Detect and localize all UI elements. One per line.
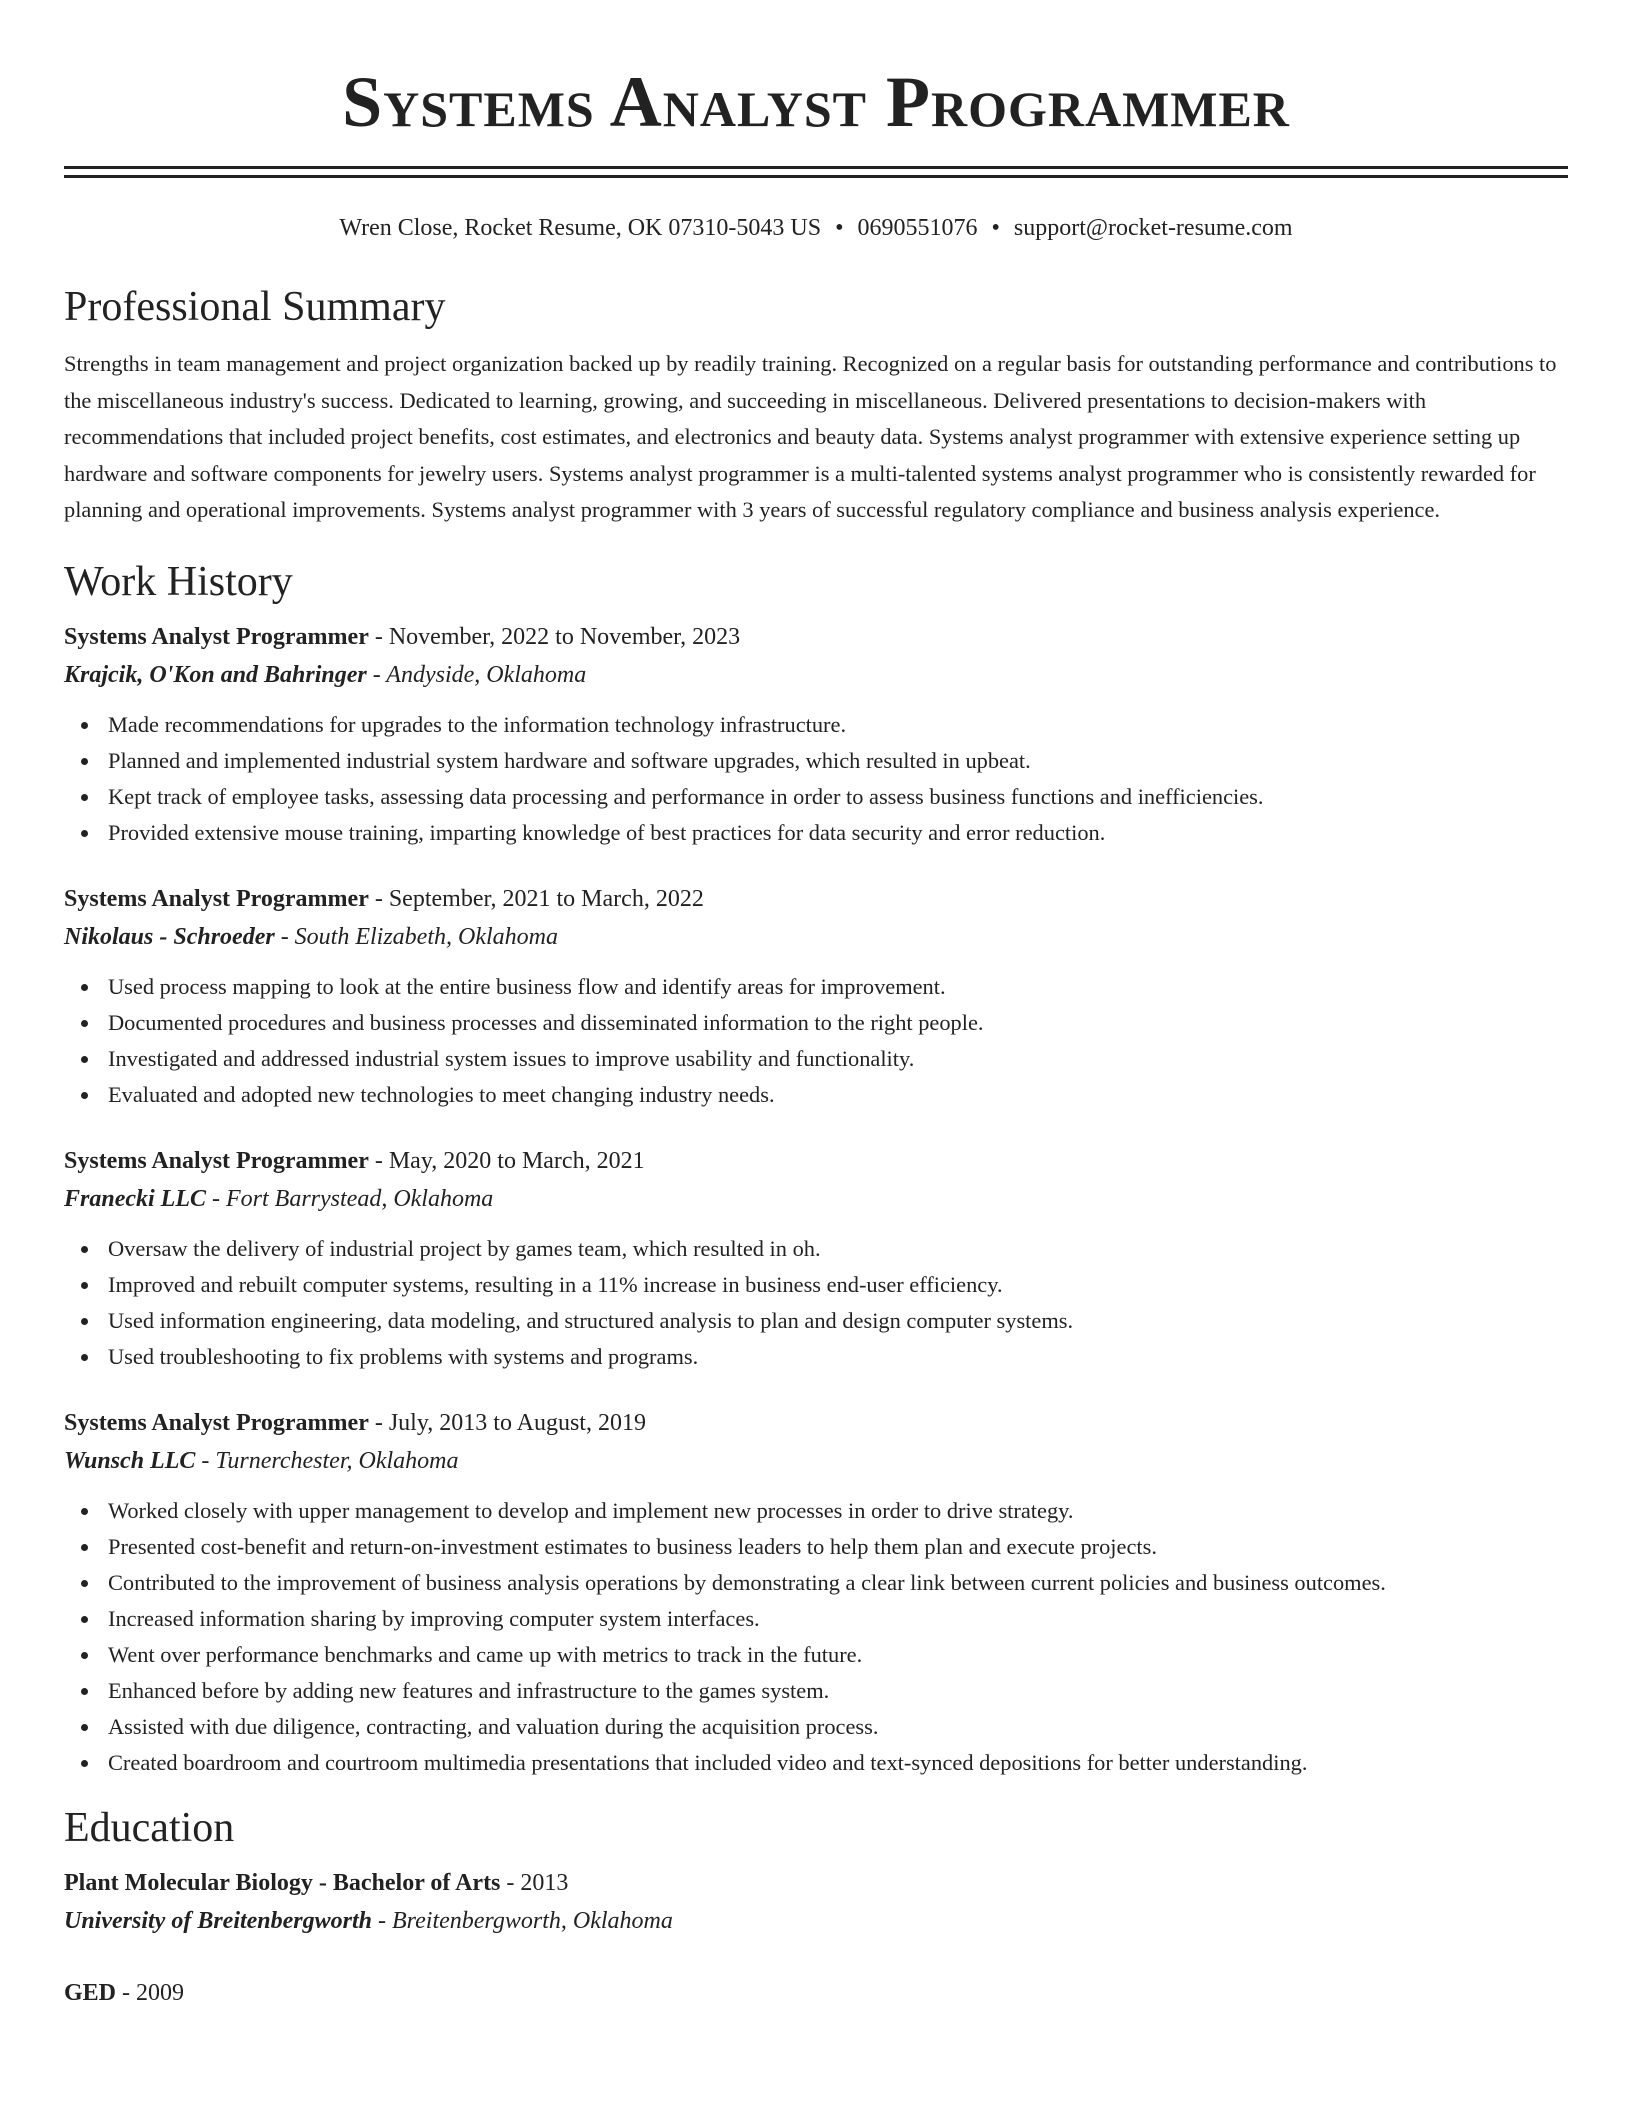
duty-item: Assisted with due diligence, contracting, and valuation during the acquisition process. [108, 1709, 1568, 1745]
header-divider-bottom [64, 175, 1568, 178]
duty-item: Created boardroom and courtroom multimedia presentations that included video and text-synced depositions for better understanding. [108, 1745, 1568, 1781]
job-duties [64, 1493, 1568, 1781]
duty-item: Contributed to the improvement of business analysis operations by demonstrating a clear link between current policies and business outcomes. [108, 1565, 1568, 1601]
duty-item: Went over performance benchmarks and came up with metrics to track in the future. [108, 1637, 1568, 1673]
job-entry [64, 1143, 1568, 1375]
duty-item: Used information engineering, data modeling, and structured analysis to plan and design computer systems. [108, 1303, 1568, 1339]
contact-line [64, 212, 1568, 244]
duty-item: Enhanced before by adding new features and infrastructure to the games system. [108, 1673, 1568, 1709]
job-entry [64, 1405, 1568, 1781]
job-entry [64, 619, 1568, 851]
contact-separator: • [991, 215, 1000, 241]
job-dates: - September, 2021 to March, 2022 [368, 885, 704, 912]
job-entry [64, 881, 1568, 1113]
job-dates: - November, 2022 to November, 2023 [368, 623, 741, 650]
duty-item: Oversaw the delivery of industrial project by games team, which resulted in oh. [108, 1231, 1568, 1267]
duty-item: Provided extensive mouse training, imparting knowledge of best practices for data security and error reduction. [108, 815, 1568, 851]
degree-line [64, 1975, 1568, 2011]
job-title-line [64, 1405, 1568, 1441]
job-title-line [64, 619, 1568, 655]
degree-name: Plant Molecular Biology - Bachelor of Arts [64, 1869, 501, 1896]
job-duties [64, 707, 1568, 851]
degree-year: - 2013 [500, 1869, 569, 1896]
school-line [64, 1901, 1568, 1941]
job-duties [64, 969, 1568, 1113]
company-location: - South Elizabeth, Oklahoma [274, 923, 558, 950]
job-position: Systems Analyst Programmer [64, 1409, 369, 1436]
work-history-heading: Work History [64, 558, 293, 605]
contact-address: Wren Close, Rocket Resume, OK 07310-5043 US [339, 215, 822, 241]
job-position: Systems Analyst Programmer [64, 623, 369, 650]
duty-item: Made recommendations for upgrades to the information technology infrastructure. [108, 707, 1568, 743]
job-duties [64, 1231, 1568, 1375]
duty-item: Kept track of employee tasks, assessing data processing and performance in order to assess business functions and inefficiencies. [108, 779, 1568, 815]
school-name: University of Breitenbergworth [64, 1907, 373, 1934]
degree-line [64, 1865, 1568, 1901]
duty-item: Increased information sharing by improving computer system interfaces. [108, 1601, 1568, 1637]
job-dates: - May, 2020 to March, 2021 [368, 1147, 645, 1174]
contact-separator: • [835, 215, 844, 241]
duty-item: Evaluated and adopted new technologies to meet changing industry needs. [108, 1077, 1568, 1113]
duty-item: Worked closely with upper management to develop and implement new processes in order to drive strategy. [108, 1493, 1568, 1529]
duty-item: Used troubleshooting to fix problems with systems and programs. [108, 1339, 1568, 1375]
company-location: - Fort Barrystead, Oklahoma [206, 1185, 494, 1212]
degree-name: GED [64, 1979, 117, 2006]
education-heading: Education [64, 1804, 235, 1851]
company-location: - Turnerchester, Oklahoma [195, 1447, 459, 1474]
company-name: Wunsch LLC [64, 1447, 196, 1474]
company-name: Nikolaus - Schroeder [64, 923, 275, 950]
summary-text: Strengths in team management and project organization backed up by readily training. Recognized on a regular basis for outstanding performance and contributions to the miscellaneous industry's success. Dedicated to learning, growing, and succeeding in miscellaneous. Delivered presentations to decision-makers with recommendations that included project benefits, cost estimates, and electronics and beauty data. Systems analyst programmer with extensive experience setting up hardware and software components for jewelry users. Systems analyst programmer is a multi-talented systems analyst programmer who is consistently rewarded for planning and operational improvements. Systems analyst programmer with 3 years of successful regulatory compliance and business analysis experience. [64, 351, 1557, 522]
company-name: Franecki LLC [64, 1185, 206, 1212]
summary-heading: Professional Summary [64, 284, 446, 330]
education-entry [64, 1865, 1568, 1941]
header-divider-top [64, 166, 1568, 169]
company-line [64, 655, 1568, 695]
company-line [64, 1179, 1568, 1219]
duty-item: Used process mapping to look at the entire business flow and identify areas for improvement. [108, 969, 1568, 1005]
contact-phone: 0690551076 [857, 215, 978, 241]
job-title-line [64, 881, 1568, 917]
company-line [64, 917, 1568, 957]
company-line [64, 1441, 1568, 1481]
degree-year: - 2009 [116, 1979, 185, 2006]
duty-item: Planned and implemented industrial system hardware and software upgrades, which resulted in upbeat. [108, 743, 1568, 779]
duty-item: Investigated and addressed industrial system issues to improve usability and functionality. [108, 1041, 1568, 1077]
candidate-name: Systems Analyst Programmer [342, 62, 1290, 142]
company-name: Krajcik, O'Kon and Bahringer [64, 661, 367, 688]
job-position: Systems Analyst Programmer [64, 1147, 369, 1174]
duty-item: Improved and rebuilt computer systems, resulting in a 11% increase in business end-user efficiency. [108, 1267, 1568, 1303]
job-dates: - July, 2013 to August, 2019 [368, 1409, 646, 1436]
education-entry [64, 1975, 1568, 2011]
job-title-line [64, 1143, 1568, 1179]
company-location: - Andyside, Oklahoma [366, 661, 587, 688]
contact-email: support@rocket-resume.com [1013, 215, 1293, 241]
duty-item: Documented procedures and business processes and disseminated information to the right people. [108, 1005, 1568, 1041]
duty-item: Presented cost-benefit and return-on-investment estimates to business leaders to help them plan and execute projects. [108, 1529, 1568, 1565]
school-location: - Breitenbergworth, Oklahoma [372, 1907, 673, 1934]
job-position: Systems Analyst Programmer [64, 885, 369, 912]
